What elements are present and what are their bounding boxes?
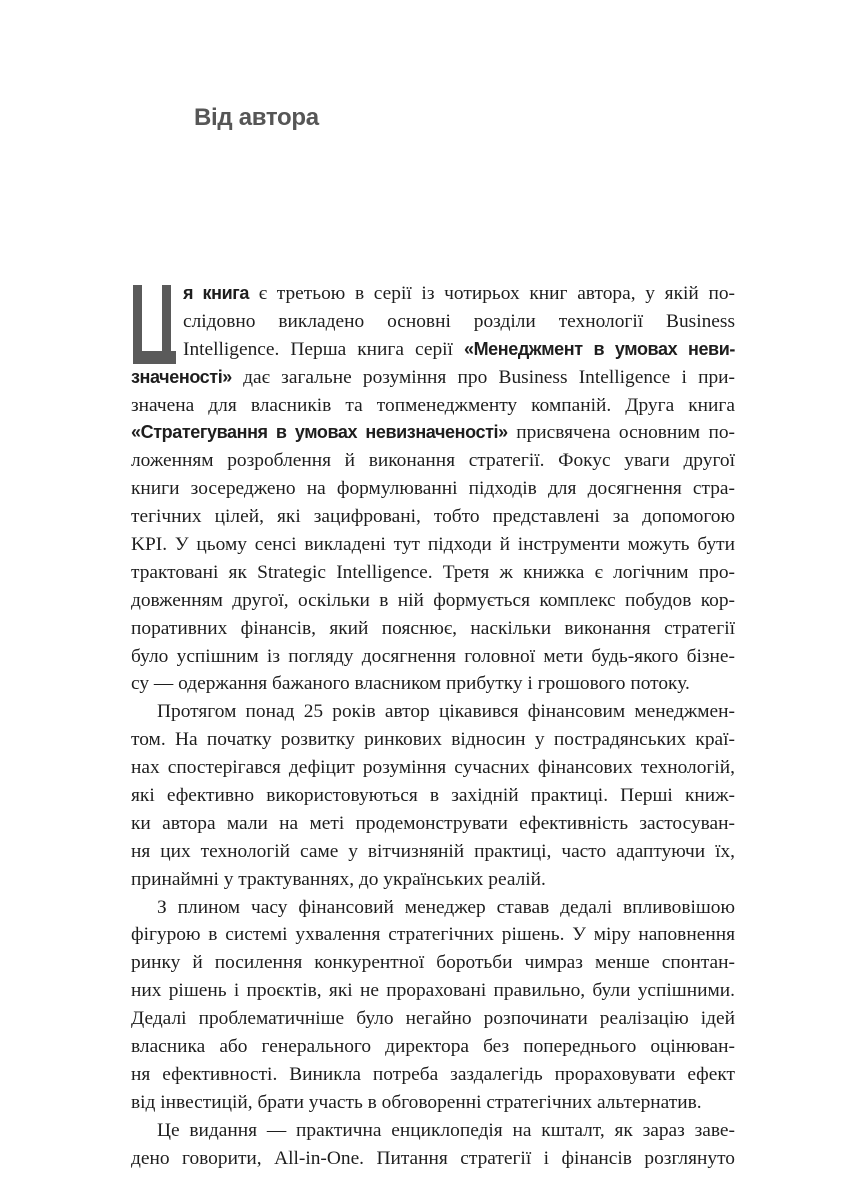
text-line: ринку й посилення конкурентної боротьби чимраз менше спонтан- xyxy=(131,952,735,974)
text-line: Intelligence. Перша книга серії «Менеджмент в умовах неви- xyxy=(183,338,735,360)
bold-phrase: я книга xyxy=(183,283,250,303)
text-line: від інвестицій, брати участь в обговоренні стратегічних альтернатив. xyxy=(131,1091,702,1113)
page-title: Від автора xyxy=(194,104,319,131)
text-line: слідовно викладено основні розділи технології Business xyxy=(183,310,735,332)
paragraph-1 xyxy=(131,280,735,698)
text-line: трактовані як Strategic Intelligence. Третя ж книжка є логічним про- xyxy=(131,561,735,583)
text-line: KPI. У цьому сенсі викладені тут підходи й інструменти можуть бути xyxy=(131,534,735,556)
text-line: Дедалі проблематичніше було негайно розпочинати реалізацію ідей xyxy=(131,1008,735,1030)
text-line: Протягом понад 25 років автор цікавився фінансовим менеджмен- xyxy=(157,701,735,723)
text-line: книги зосереджено на формулюванні підходів для досягнення стра- xyxy=(131,478,735,500)
text-line: довженням другої, оскільки в ній формується комплекс побудов кор- xyxy=(131,589,735,611)
text-line: значена для власників та топменеджменту компаній. Друга книга xyxy=(131,394,735,416)
bold-phrase: значеності» xyxy=(131,366,232,387)
body-text xyxy=(131,280,735,1173)
text-line: том. На початку розвитку ринкових відносин у пострадянських краї- xyxy=(131,729,735,751)
text-line: фігурою в системі ухвалення стратегічних рішень. У міру наповнення xyxy=(131,924,735,946)
text-line: я книга є третьою в серії із чотирьох книг автора, у якій по- xyxy=(183,283,735,304)
paragraph-4 xyxy=(131,1117,735,1173)
bold-phrase: «Менеджмент в умовах неви- xyxy=(463,338,735,359)
text-line: З плином часу фінансовий менеджер ставав дедалі впливовішою xyxy=(157,896,735,918)
bold-phrase: «Стратегування в умовах невизначеності» xyxy=(131,422,508,443)
text-line: «Стратегування в умовах невизначеності» присвячена основним по- xyxy=(131,422,735,444)
text-line: тегічних цілей, які зацифровані, тобто представлені за допомогою xyxy=(131,506,735,528)
text-line: ня ефективності. Виникла потреба заздалегідь прораховувати ефект xyxy=(131,1063,735,1085)
text-line: було успішним із погляду досягнення головної мети будь-якого бізне- xyxy=(131,645,735,667)
text-line: ки автора мали на меті продемонструвати ефективність застосуван- xyxy=(131,812,735,834)
text-line: поративних фінансів, який пояснює, наскільки виконання стратегії xyxy=(131,617,735,639)
text-line: власника або генерального директора без попереднього оцінюван- xyxy=(131,1036,735,1058)
text-line: них рішень і проєктів, які не прораховані правильно, були успішними. xyxy=(131,980,735,1002)
text-line: які ефективно використовуються в західній практиці. Перші книж- xyxy=(131,785,735,807)
paragraph-2 xyxy=(131,698,735,893)
text-line: ня цих технологій саме у вітчизняній практиці, часто адаптуючи їх, xyxy=(131,840,735,862)
text-line: Це видання — практична енциклопедія на кшталт, як зараз заве- xyxy=(157,1119,735,1141)
text-line: су — одержання бажаного власником прибутку і грошового потоку. xyxy=(131,673,690,695)
text-line: значеності» дає загальне розуміння про Business Intelligence і при- xyxy=(131,366,735,388)
paragraph-3 xyxy=(131,894,735,1117)
text-line: ложенням розроблення й виконання стратегії. Фокус уваги другої xyxy=(131,450,735,472)
text-line: принаймні у трактуваннях, до українських реалій. xyxy=(131,868,546,890)
text-line: дено говорити, All-in-One. Питання стратегії і фінансів розглянуто xyxy=(131,1147,735,1169)
text-line: нах спостерігався дефіцит розуміння сучасних фінансових технологій, xyxy=(131,757,735,779)
